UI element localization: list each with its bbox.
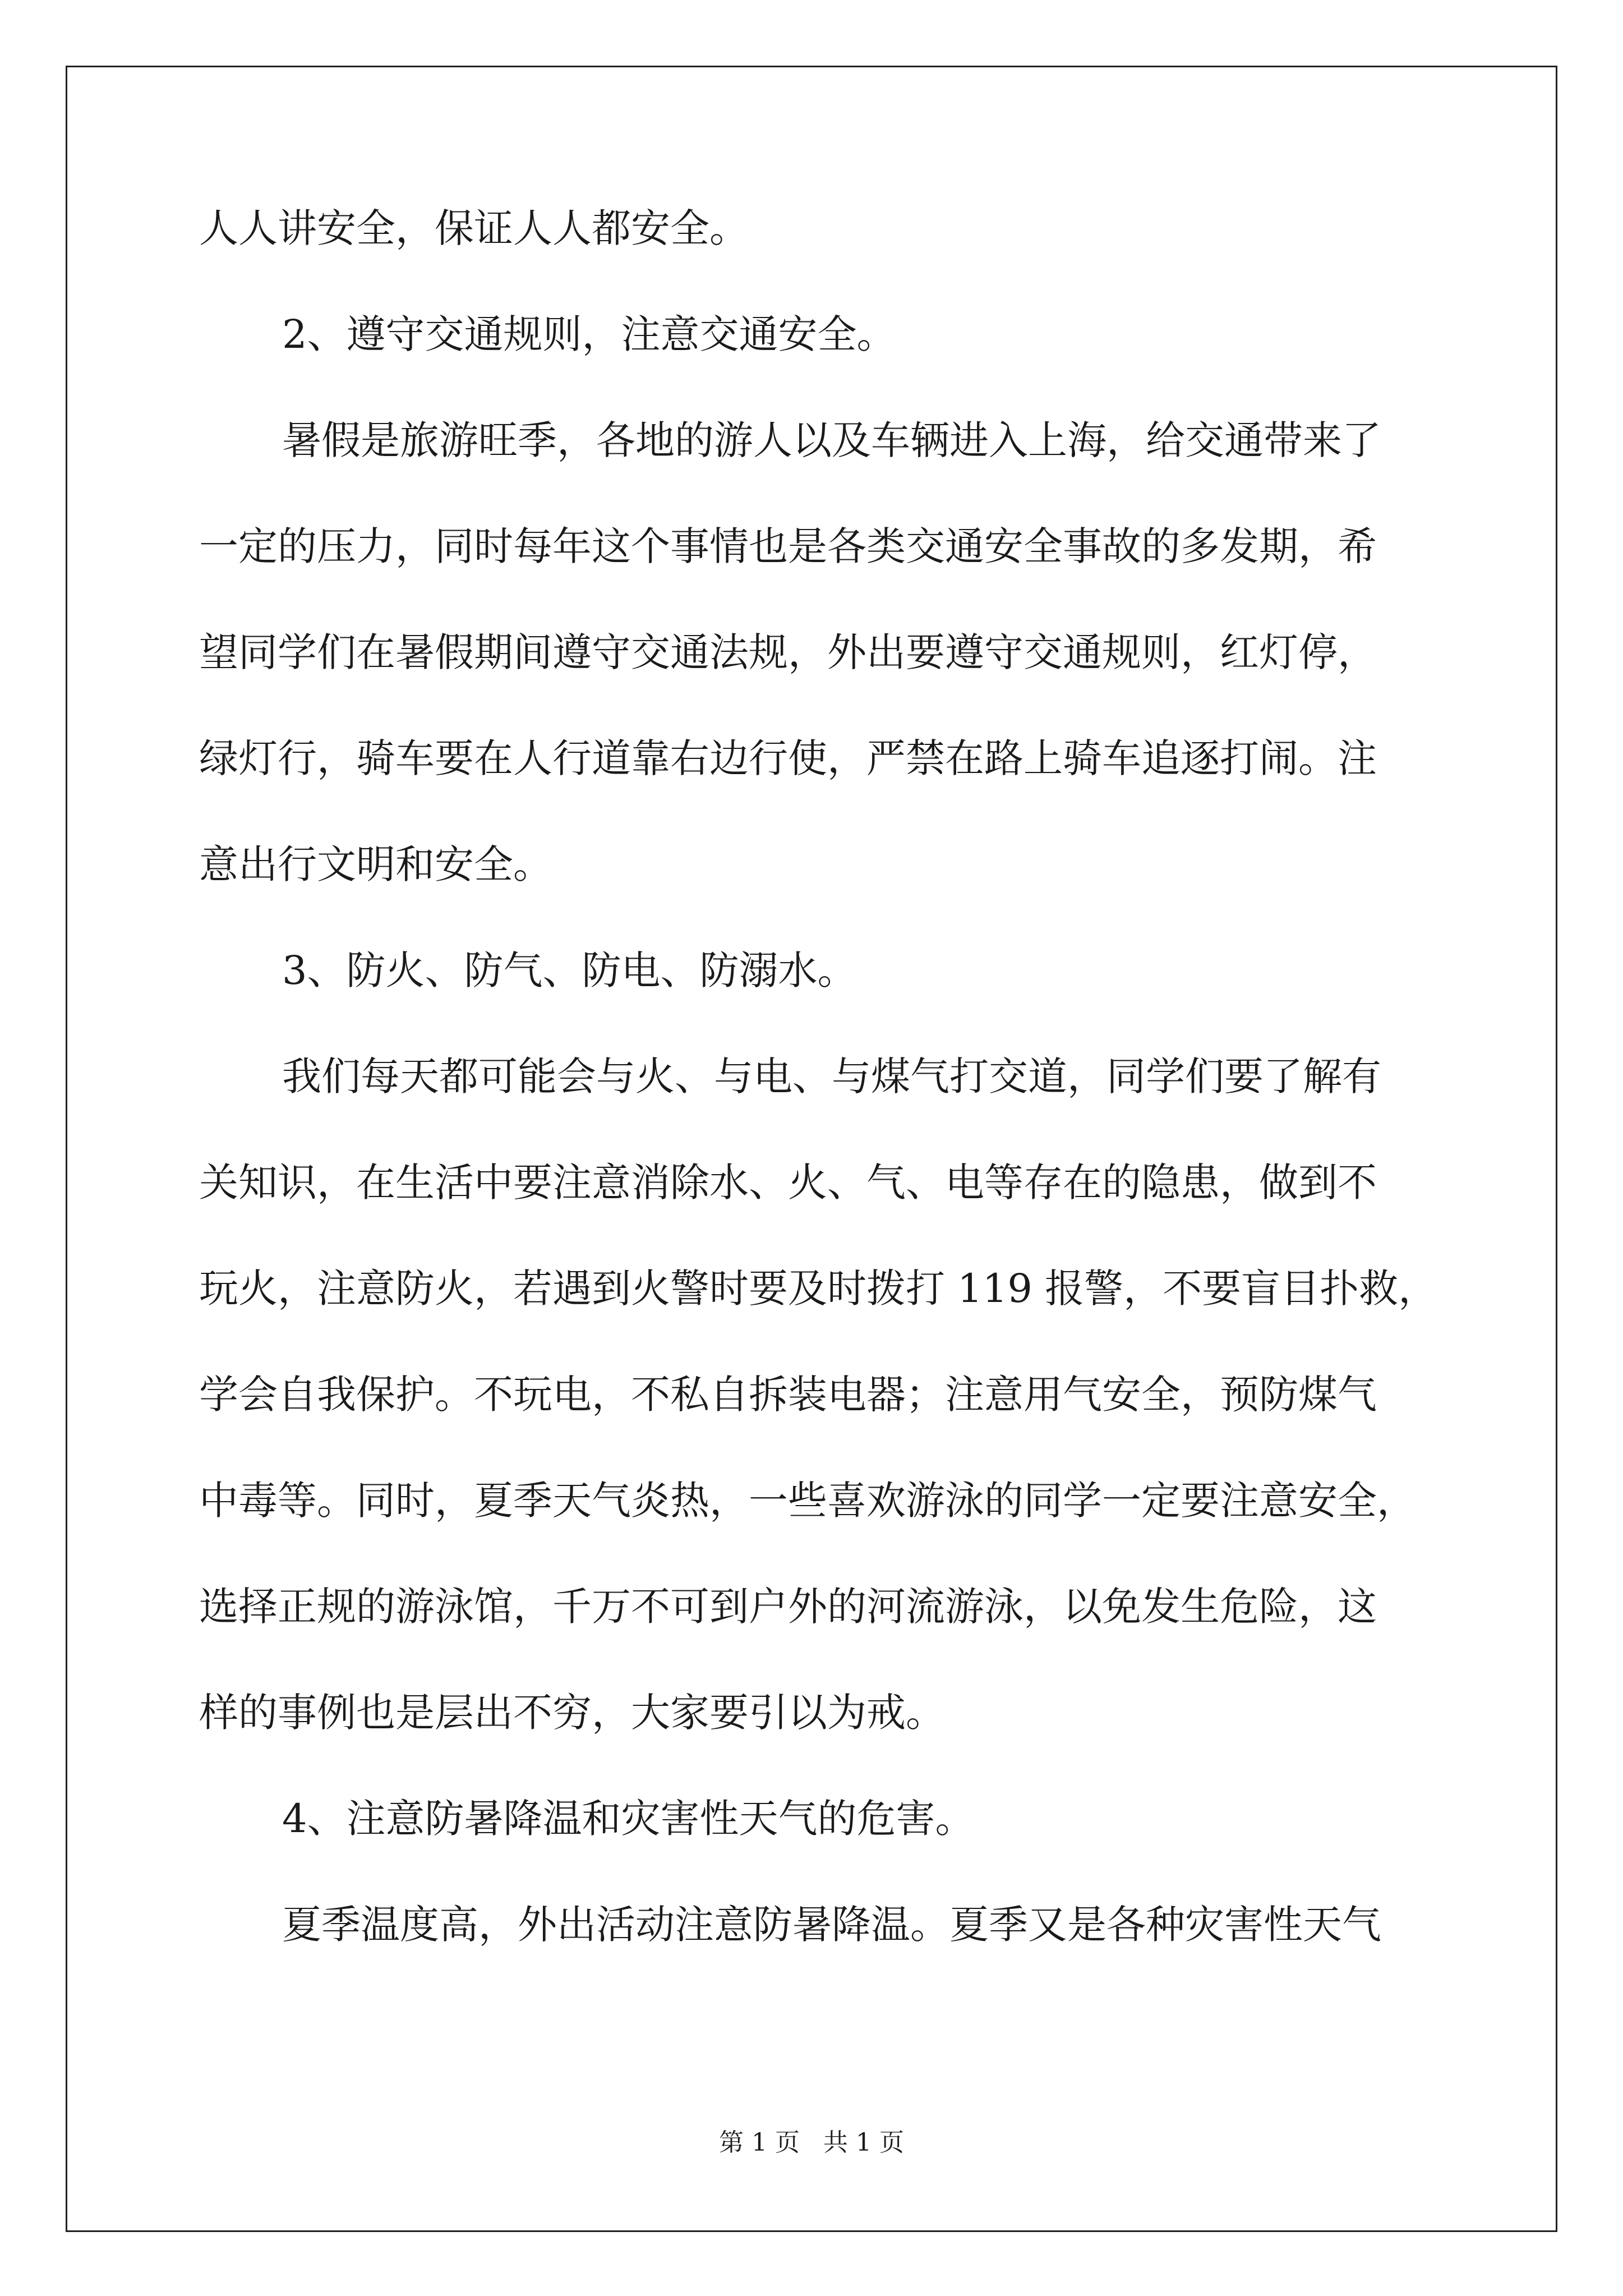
text-line-14: 选择正规的游泳馆，千万不可到户外的河流游泳，以免发生危险，这 bbox=[199, 1584, 1377, 1630]
page-footer: 第 1 页 共 1 页 bbox=[719, 2128, 904, 2157]
text-line-10: 关知识，在生活中要注意消除水、火、气、电等存在的隐患，做到不 bbox=[199, 1159, 1377, 1205]
text-line-15: 样的事例也是层出不穷，大家要引以为戒。 bbox=[199, 1690, 945, 1736]
text-line-11: 玩火，注意防火，若遇到火警时要及时拨打 119 报警，不要盲目扑救， bbox=[199, 1266, 1438, 1312]
text-line-7: 意出行文明和安全。 bbox=[199, 841, 552, 887]
text-line-13: 中毒等。同时，夏季天气炎热，一些喜欢游泳的同学一定要注意安全， bbox=[199, 1478, 1416, 1524]
text-line-12: 学会自我保护。不玩电，不私自拆装电器；注意用气安全，预防煤气 bbox=[199, 1372, 1377, 1418]
heading-item-3: 3、防火、防气、防电、防溺水。 bbox=[282, 947, 857, 993]
text-line-1: 人人讲安全，保证人人都安全。 bbox=[199, 205, 749, 251]
text-line-5: 望同学们在暑假期间遵守交通法规，外出要遵守交通规则，红灯停， bbox=[199, 629, 1377, 675]
document-body bbox=[199, 202, 1438, 2004]
text-line-4: 一定的压力，同时每年这个事情也是各类交通安全事故的多发期，希 bbox=[199, 523, 1377, 569]
text-line-6: 绿灯行，骑车要在人行道靠右边行使，严禁在路上骑车追逐打闹。注 bbox=[199, 735, 1377, 781]
text-line-3: 暑假是旅游旺季，各地的游人以及车辆进入上海，给交通带来了 bbox=[282, 417, 1381, 463]
text-line-9: 我们每天都可能会与火、与电、与煤气打交道，同学们要了解有 bbox=[282, 1053, 1381, 1099]
heading-item-4: 4、注意防暑降温和灾害性天气的危害。 bbox=[282, 1796, 975, 1842]
text-line-17: 夏季温度高，外出活动注意防暑降温。夏季又是各种灾害性天气 bbox=[282, 1902, 1381, 1948]
heading-item-2: 2、遵守交通规则，注意交通安全。 bbox=[282, 311, 896, 357]
